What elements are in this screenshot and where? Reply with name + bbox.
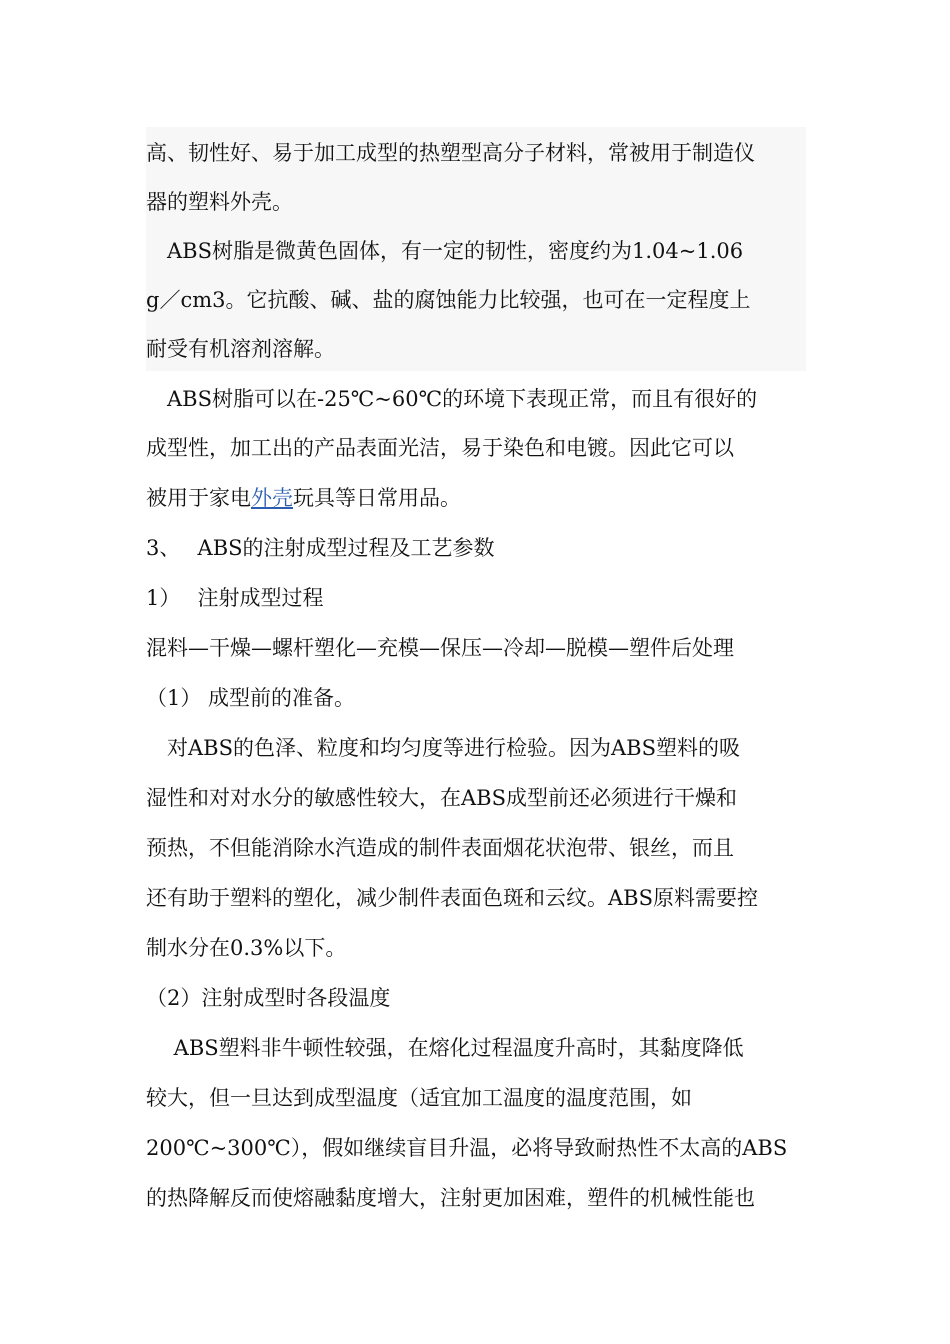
text-line-with-link (146, 483, 461, 513)
process-flow: 混料—干燥—螺杆塑化—充模—保压—冷却—脱模—塑件后处理 (146, 636, 734, 660)
text-line: 预热，不但能消除水汽造成的制件表面烟花状泡带、银丝，而且 (146, 836, 734, 860)
text-line: 较大，但一旦达到成型温度（适宜加工温度的温度范围，如 (146, 1086, 692, 1110)
item-heading: （2）注射成型时各段温度 (146, 986, 391, 1010)
text-segment: 玩具等日常用品。 (293, 486, 461, 510)
text-line: 对ABS的色泽、粒度和均匀度等进行检验。因为ABS塑料的吸 (146, 736, 740, 760)
text-line: g／cm3。它抗酸、碱、盐的腐蚀能力比较强，也可在一定程度上 (146, 288, 751, 312)
text-line: 200℃~300℃），假如继续盲目升温，必将导致耐热性不太高的ABS (146, 1136, 788, 1160)
subsection-heading: 1） 注射成型过程 (146, 586, 324, 610)
text-line: ABS树脂可以在-25℃~60℃的环境下表现正常，而且有很好的 (146, 387, 758, 411)
text-line: 制水分在0.3%以下。 (146, 936, 347, 960)
item-heading: （1） 成型前的准备。 (146, 686, 356, 710)
text-line: 的热降解反而使熔融黏度增大，注射更加困难，塑件的机械性能也 (146, 1186, 755, 1210)
text-line: 器的塑料外壳。 (146, 190, 293, 214)
text-line: ABS树脂是微黄色固体，有一定的韧性，密度约为1.04~1.06 (146, 239, 744, 263)
section-heading: 3、 ABS的注射成型过程及工艺参数 (146, 536, 495, 560)
text-line: ABS塑料非牛顿性较强，在熔化过程温度升高时，其黏度降低 (146, 1036, 744, 1060)
text-line: 高、韧性好、易于加工成型的热塑型高分子材料，常被用于制造仪 (146, 141, 755, 165)
text-line: 成型性，加工出的产品表面光洁，易于染色和电镀。因此它可以 (146, 436, 734, 460)
text-line: 还有助于塑料的塑化，减少制件表面色斑和云纹。ABS原料需要控 (146, 886, 758, 910)
shell-link[interactable]: 外壳 (251, 486, 293, 510)
text-line: 湿性和对对水分的敏感性较大，在ABS成型前还必须进行干燥和 (146, 786, 737, 810)
text-segment: 被用于家电 (146, 486, 251, 510)
text-line: 耐受有机溶剂溶解。 (146, 337, 335, 361)
